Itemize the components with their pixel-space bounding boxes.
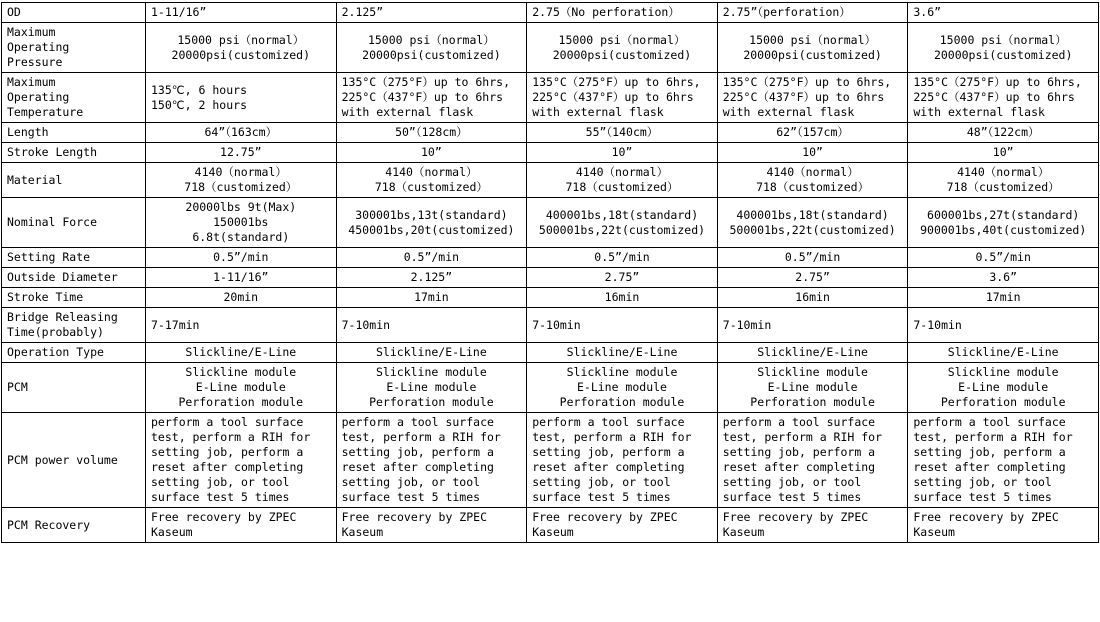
cell-line: 20000psi(customized) <box>743 47 882 62</box>
table-cell <box>908 73 1099 123</box>
cell-line: Perforation module <box>559 395 685 409</box>
specification-table <box>1 2 1099 543</box>
row-label-line: Operation Type <box>7 345 104 359</box>
cell-line: perform a tool surface test, perform a RIH for setting job, perform a reset after completing setting job, or tool surface test 5 times <box>532 415 692 504</box>
table-cell <box>717 363 908 413</box>
table-cell <box>336 288 527 308</box>
cell-line: Free recovery by ZPEC Kaseum <box>722 510 869 539</box>
table-cell <box>336 23 527 73</box>
table-cell <box>527 308 718 343</box>
table-cell <box>527 23 718 73</box>
table-cell <box>717 23 908 73</box>
cell-line: 600001bs,27t(standard) <box>927 207 1080 222</box>
table-cell <box>717 413 908 508</box>
table-cell <box>908 248 1099 268</box>
table-cell <box>527 143 718 163</box>
cell-line: 20000psi(customized) <box>552 47 692 62</box>
cell-line: 15000 psi（normal） <box>367 32 495 47</box>
table-cell <box>908 268 1099 288</box>
cell-line: 4140（normal） <box>957 165 1050 179</box>
cell-line: 900001bs,40t(customized) <box>920 222 1087 237</box>
row-label-line: PCM power volume <box>7 452 118 467</box>
row-label <box>2 248 146 268</box>
table-cell <box>908 288 1099 308</box>
row-label <box>2 23 146 73</box>
table-cell <box>336 268 527 288</box>
table-cell <box>146 73 337 123</box>
row-label-line: Time(probably) <box>7 325 104 339</box>
cell-line: E-Line module <box>767 380 858 394</box>
cell-line: 1-11/16” <box>213 270 269 284</box>
row-label <box>2 508 146 543</box>
table-cell <box>908 413 1099 508</box>
table-cell <box>527 413 718 508</box>
row-label-line: Stroke Length <box>7 145 98 159</box>
table-cell <box>146 248 337 268</box>
row-label-line: Operating <box>7 40 70 54</box>
cell-line: 10” <box>421 145 442 159</box>
table-row <box>2 508 1099 543</box>
row-label <box>2 123 146 143</box>
cell-line: 20min <box>223 290 259 304</box>
cell-line: 400001bs,18t(standard) <box>545 207 699 222</box>
cell-line: 500001bs,22t(customized) <box>538 222 706 237</box>
cell-line: 12.75” <box>220 145 262 159</box>
cell-line: 7-10min <box>532 317 581 332</box>
table-cell <box>908 198 1099 248</box>
cell-line: perform a tool surface test, perform a RIH for setting job, perform a reset after completing setting job, or tool surface test 5 times <box>913 415 1073 504</box>
table-cell <box>146 143 337 163</box>
cell-line: E-Line module <box>386 380 477 394</box>
table-cell <box>527 73 718 123</box>
cell-line: perform a tool surface test, perform a RIH for setting job, perform a reset after completing setting job, or tool surface test 5 times <box>341 415 501 504</box>
table-cell <box>717 73 908 123</box>
table-header-row <box>2 3 1099 23</box>
cell-line: 4140（normal） <box>194 165 287 179</box>
cell-line: 0.5”/min <box>975 250 1031 264</box>
table-cell <box>908 308 1099 343</box>
cell-line: 64”（163cm） <box>204 125 278 139</box>
cell-line: 3.6” <box>989 270 1018 284</box>
cell-line: Slickline/E-Line <box>376 345 487 359</box>
cell-line: 450001bs,20t(customized) <box>348 222 515 237</box>
cell-line: 7-10min <box>722 317 772 332</box>
row-label <box>2 163 146 198</box>
table-row <box>2 288 1099 308</box>
table-row <box>2 363 1099 413</box>
cell-line: 718（customized） <box>946 180 1060 194</box>
row-label-line: Setting Rate <box>7 250 91 264</box>
cell-line: 50”（128cm） <box>395 125 468 139</box>
row-label-line: PCM Recovery <box>7 517 91 532</box>
cell-line: Slickline/E-Line <box>566 345 678 359</box>
cell-line: 7-10min <box>341 317 391 332</box>
table-body <box>2 3 1099 543</box>
cell-line: Slickline module <box>376 365 487 379</box>
cell-line: 6.8t(standard) <box>192 230 290 244</box>
table-cell <box>717 288 908 308</box>
table-cell <box>908 363 1099 413</box>
cell-line: 718（customized） <box>374 180 488 194</box>
cell-line: 10” <box>802 145 823 159</box>
cell-line: E-Line module <box>958 380 1049 394</box>
row-label <box>2 343 146 363</box>
cell-line: Perforation module <box>369 395 494 409</box>
cell-line: 135℃, 6 hours <box>151 82 247 97</box>
table-cell <box>717 123 908 143</box>
cell-line: 150001bs <box>213 215 269 229</box>
cell-line: 62”（157cm） <box>776 125 849 139</box>
cell-line: 135°C（275°F）up to 6hrs, <box>722 75 892 89</box>
header-cell-variant-1: 1-11/16” <box>146 3 337 23</box>
table-cell <box>146 413 337 508</box>
table-cell <box>146 508 337 543</box>
cell-line: 135°C（275°F）up to 6hrs, <box>341 75 510 89</box>
cell-line: 15000 psi（normal） <box>558 32 686 47</box>
cell-line: Free recovery by ZPEC Kaseum <box>532 510 678 539</box>
row-label <box>2 363 146 413</box>
table-row <box>2 308 1099 343</box>
table-cell <box>336 143 527 163</box>
cell-line: 7-17min <box>151 317 200 332</box>
table-cell <box>336 248 527 268</box>
cell-line: 15000 psi（normal） <box>939 32 1067 47</box>
cell-line: Perforation module <box>178 395 304 409</box>
cell-line: Free recovery by ZPEC Kaseum <box>913 510 1059 539</box>
row-label <box>2 413 146 508</box>
table-cell <box>717 198 908 248</box>
cell-line: 0.5”/min <box>403 250 460 264</box>
table-row <box>2 123 1099 143</box>
cell-line: Free recovery by ZPEC Kaseum <box>341 510 487 539</box>
cell-line: Slickline/E-Line <box>757 345 868 359</box>
cell-line: 0.5”/min <box>213 250 269 264</box>
cell-line: 0.5”/min <box>594 250 650 264</box>
table-cell <box>336 123 527 143</box>
table-cell <box>336 413 527 508</box>
row-label <box>2 143 146 163</box>
table-cell <box>527 288 718 308</box>
cell-line: 0.5”/min <box>784 250 841 264</box>
cell-line: 4140（normal） <box>766 165 859 179</box>
table-row <box>2 198 1099 248</box>
table-row <box>2 73 1099 123</box>
table-row <box>2 248 1099 268</box>
cell-line: perform a tool surface test, perform a RIH for setting job, perform a reset after completing setting job, or tool surface test 5 times <box>722 415 883 504</box>
table-cell <box>527 343 718 363</box>
table-cell <box>146 123 337 143</box>
cell-line: 2.75” <box>604 270 640 284</box>
table-cell <box>527 248 718 268</box>
cell-line: 20000psi(customized) <box>933 47 1073 62</box>
cell-line: 225°C（437°F）up to 6hrs with external flask <box>722 90 885 119</box>
row-label-line: Outside Diameter <box>7 270 118 284</box>
cell-line: 16min <box>795 290 830 304</box>
cell-line: 10” <box>611 145 633 159</box>
cell-line: 2.75” <box>795 270 830 284</box>
row-label <box>2 308 146 343</box>
table-cell <box>717 343 908 363</box>
cell-line: 225°C（437°F）up to 6hrs with external flask <box>913 90 1075 119</box>
table-cell <box>146 163 337 198</box>
header-cell-variant-2: 2.125” <box>336 3 527 23</box>
table-cell <box>146 268 337 288</box>
table-cell <box>527 268 718 288</box>
table-cell <box>717 508 908 543</box>
row-label-line: Pressure <box>7 55 63 69</box>
cell-line: 718（customized） <box>565 180 679 194</box>
cell-line: Slickline/E-Line <box>947 345 1059 359</box>
table-cell <box>908 508 1099 543</box>
row-label <box>2 288 146 308</box>
cell-line: 7-10min <box>913 317 962 332</box>
cell-line: 20000psi(customized) <box>171 47 311 62</box>
cell-line: 225°C（437°F）up to 6hrs with external flask <box>532 90 694 119</box>
cell-line: 20000psi(customized) <box>362 47 501 62</box>
table-cell <box>717 143 908 163</box>
table-cell <box>336 343 527 363</box>
cell-line: Perforation module <box>750 395 875 409</box>
row-label-line: Material <box>7 172 63 187</box>
table-cell <box>527 198 718 248</box>
cell-line: 15000 psi（normal） <box>749 32 876 47</box>
table-row <box>2 268 1099 288</box>
table-cell <box>527 123 718 143</box>
table-cell <box>336 163 527 198</box>
table-cell <box>146 363 337 413</box>
cell-line: 400001bs,18t(standard) <box>736 207 889 222</box>
cell-line: 225°C（437°F）up to 6hrs with external flask <box>341 90 504 119</box>
row-label-line: Operating <box>7 90 70 104</box>
table-row <box>2 413 1099 508</box>
cell-line: E-Line module <box>576 380 667 394</box>
table-row <box>2 343 1099 363</box>
row-label-line: Stroke Time <box>7 290 84 304</box>
row-label-line: Bridge Releasing <box>7 310 118 324</box>
cell-line: 135°C（275°F）up to 6hrs, <box>913 75 1082 89</box>
cell-line: 17min <box>985 290 1021 304</box>
table-cell <box>908 143 1099 163</box>
cell-line: Perforation module <box>940 395 1066 409</box>
table-cell <box>336 73 527 123</box>
table-row <box>2 143 1099 163</box>
cell-line: 4140（normal） <box>575 165 669 179</box>
table-cell <box>717 268 908 288</box>
row-label-line: Nominal Force <box>7 215 98 229</box>
table-cell <box>908 343 1099 363</box>
row-label-line: Temperature <box>7 105 84 119</box>
cell-line: 15000 psi（normal） <box>177 32 305 47</box>
cell-line: 48”（122cm） <box>966 125 1040 139</box>
table-cell <box>908 23 1099 73</box>
table-row <box>2 163 1099 198</box>
cell-line: Slickline module <box>185 365 297 379</box>
table-cell <box>336 508 527 543</box>
row-label <box>2 268 146 288</box>
table-cell <box>336 308 527 343</box>
table-cell <box>146 288 337 308</box>
table-cell <box>527 163 718 198</box>
header-cell-property: OD <box>2 3 146 23</box>
cell-line: 718（customized） <box>756 180 870 194</box>
table-cell <box>146 308 337 343</box>
cell-line: 20000lbs 9t(Max) <box>185 200 297 214</box>
cell-line: 55”（140cm） <box>585 125 659 139</box>
cell-line: 300001bs,13t(standard) <box>355 207 508 222</box>
row-label <box>2 198 146 248</box>
table-row <box>2 23 1099 73</box>
table-cell <box>336 363 527 413</box>
row-label-line: Maximum <box>7 25 56 39</box>
table-cell <box>908 163 1099 198</box>
cell-line: 17min <box>414 290 449 304</box>
table-cell <box>527 508 718 543</box>
row-label-line: Maximum <box>7 75 56 89</box>
table-cell <box>717 308 908 343</box>
table-cell <box>717 248 908 268</box>
table-cell <box>908 123 1099 143</box>
table-cell <box>146 343 337 363</box>
cell-line: Slickline module <box>757 365 868 379</box>
table-cell <box>336 198 527 248</box>
table-cell <box>146 23 337 73</box>
header-cell-variant-4: 2.75”（perforation） <box>717 3 908 23</box>
table-cell <box>717 163 908 198</box>
cell-line: E-Line module <box>195 380 286 394</box>
table-cell <box>527 363 718 413</box>
cell-line: 718（customized） <box>184 180 298 194</box>
header-cell-variant-3: 2.75（No perforation） <box>527 3 718 23</box>
row-label-line: Length <box>7 125 49 139</box>
row-label <box>2 73 146 123</box>
row-label-line: PCM <box>7 380 28 394</box>
cell-line: Slickline module <box>947 365 1059 379</box>
cell-line: 2.125” <box>410 270 453 284</box>
header-cell-variant-5: 3.6” <box>908 3 1099 23</box>
table-cell <box>146 198 337 248</box>
cell-line: 150℃, 2 hours <box>151 97 247 112</box>
cell-line: perform a tool surface test, perform a RIH for setting job, perform a reset after completing setting job, or tool surface test 5 times <box>151 415 311 504</box>
cell-line: 4140（normal） <box>385 165 478 179</box>
cell-line: Free recovery by ZPEC Kaseum <box>151 510 297 539</box>
cell-line: Slickline/E-Line <box>185 345 297 359</box>
cell-line: 135°C（275°F）up to 6hrs, <box>532 75 701 89</box>
cell-line: 500001bs,22t(customized) <box>729 222 896 237</box>
cell-line: Slickline module <box>566 365 678 379</box>
cell-line: 10” <box>992 145 1014 159</box>
cell-line: 16min <box>604 290 640 304</box>
